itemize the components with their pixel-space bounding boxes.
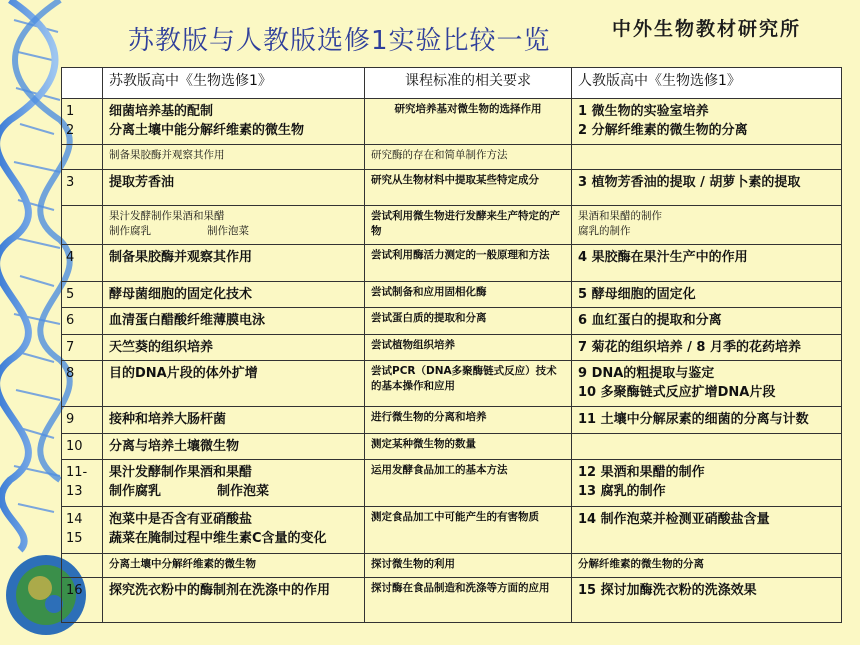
su-cell: 目的DNA片段的体外扩增 [103,361,365,407]
header-req: 课程标准的相关要求 [365,68,572,99]
su-cell: 分离与培养土壤微生物 [103,433,365,459]
req-cell: 研究酶的存在和简单制作方法 [365,145,572,169]
ren-cell: 果酒和果醋的制作 腐乳的制作 [572,206,842,245]
table-row [62,245,842,282]
ren-cell: 1 微生物的实验室培养 2 分解纤维素的微生物的分离 [572,98,842,145]
su-cell: 细菌培养基的配制 分离土壤中能分解纤维素的微生物 [103,98,365,145]
row-num: 14 15 [62,506,103,553]
table-row [62,334,842,360]
req-cell: 运用发酵食品加工的基本方法 [365,459,572,506]
row-num: 6 [62,308,103,334]
su-cell: 探究洗衣粉中的酶制剂在洗涤中的作用 [103,578,365,623]
row-num: 3 [62,169,103,206]
ren-cell: 11 土壤中分解尿素的细菌的分离与计数 [572,407,842,433]
table-row [62,459,842,506]
req-cell: 尝试利用酶活力测定的一般原理和方法 [365,245,572,282]
req-cell: 尝试植物组织培养 [365,334,572,360]
page-title: 苏教版与人教版选修1实验比较一览 [128,26,551,56]
brand-label: 中外生物教材研究所 [612,18,802,40]
header-su: 苏教版高中《生物选修1》 [103,68,365,99]
row-num: 16 [62,578,103,623]
su-cell: 分离土壤中分解纤维素的微生物 [103,553,365,577]
req-cell: 测定某种微生物的数量 [365,433,572,459]
req-cell: 进行微生物的分离和培养 [365,407,572,433]
su-cell: 血清蛋白醋酸纤维薄膜电泳 [103,308,365,334]
row-num: 7 [62,334,103,360]
su-cell: 果汁发酵制作果酒和果醋 制作腐乳 制作泡菜 [103,459,365,506]
req-cell: 尝试利用微生物进行发酵来生产特定的产物 [365,206,572,245]
ren-cell: 12 果酒和果醋的制作 13 腐乳的制作 [572,459,842,506]
ren-cell: 9 DNA的粗提取与鉴定 10 多聚酶链式反应扩增DNA片段 [572,361,842,407]
row-num: 4 [62,245,103,282]
ren-cell: 3 植物芳香油的提取 / 胡萝卜素的提取 [572,169,842,206]
su-cell: 泡菜中是否含有亚硝酸盐 蔬菜在腌制过程中维生素C含量的变化 [103,506,365,553]
table-row [62,361,842,407]
ren-cell [572,433,842,459]
ren-cell: 5 酵母细胞的固定化 [572,281,842,307]
row-num: 9 [62,407,103,433]
req-cell: 研究培养基对微生物的选择作用 [365,98,572,145]
table-row [62,506,842,553]
req-cell: 探讨微生物的利用 [365,553,572,577]
ren-cell: 6 血红蛋白的提取和分离 [572,308,842,334]
row-num: 1 2 [62,98,103,145]
su-cell: 接种和培养大肠杆菌 [103,407,365,433]
comparison-table [61,67,842,623]
row-num [62,206,103,245]
ren-cell: 15 探讨加酶洗衣粉的洗涤效果 [572,578,842,623]
table-row [62,98,842,145]
req-cell: 尝试PCR（DNA多聚酶链式反应）技术的基本操作和应用 [365,361,572,407]
su-cell: 提取芳香油 [103,169,365,206]
table-row [62,407,842,433]
su-cell: 天竺葵的组织培养 [103,334,365,360]
row-num: 8 [62,361,103,407]
table-row [62,169,842,206]
row-num: 5 [62,281,103,307]
table-header-row [62,68,842,99]
req-cell: 测定食品加工中可能产生的有害物质 [365,506,572,553]
su-cell: 制备果胶酶并观察其作用 [103,145,365,169]
header-ren: 人教版高中《生物选修1》 [572,68,842,99]
table-row [62,578,842,623]
ren-cell [572,145,842,169]
table-row [62,553,842,577]
ren-cell: 4 果胶酶在果汁生产中的作用 [572,245,842,282]
table-row [62,145,842,169]
req-cell: 尝试蛋白质的提取和分离 [365,308,572,334]
table-row [62,206,842,245]
row-num: 10 [62,433,103,459]
header-num-cell [62,68,103,99]
table-row [62,281,842,307]
req-cell: 研究从生物材料中提取某些特定成分 [365,169,572,206]
ren-cell: 14 制作泡菜并检测亚硝酸盐含量 [572,506,842,553]
row-num [62,553,103,577]
req-cell: 探讨酶在食品制造和洗涤等方面的应用 [365,578,572,623]
table-row [62,308,842,334]
row-num: 11- 13 [62,459,103,506]
su-cell: 果汁发酵制作果酒和果醋 制作腐乳 制作泡菜 [103,206,365,245]
ren-cell: 7 菊花的组织培养 / 8 月季的花药培养 [572,334,842,360]
row-num [62,145,103,169]
su-cell: 酵母菌细胞的固定化技术 [103,281,365,307]
ren-cell: 分解纤维素的微生物的分离 [572,553,842,577]
table-row [62,433,842,459]
su-cell: 制备果胶酶并观察其作用 [103,245,365,282]
req-cell: 尝试制备和应用固相化酶 [365,281,572,307]
